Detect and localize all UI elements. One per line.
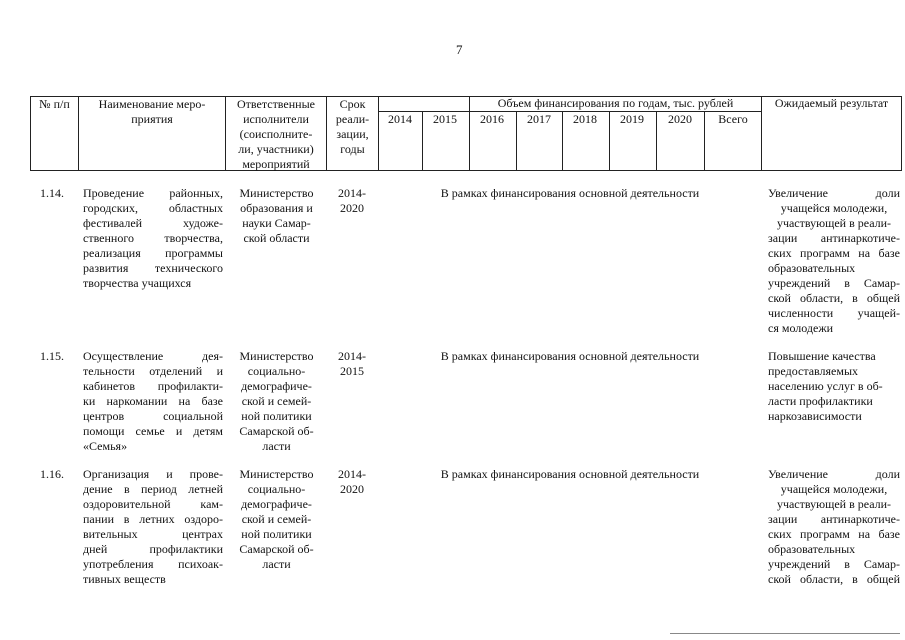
text-line: кабинетов профилакти- <box>83 379 223 393</box>
col-border <box>378 96 379 170</box>
text-line: численности учащей- <box>768 306 900 320</box>
text-line: учащейся молодежи, <box>780 201 888 215</box>
text-line: употребления психоак- <box>83 557 223 571</box>
header-year: 2017 <box>527 112 551 126</box>
text-line: ской области, в общей <box>768 572 900 586</box>
row-term: 2014- 2015 <box>338 349 366 378</box>
text-line: Увеличение доли <box>768 186 900 200</box>
text-line: ки наркомании на базе <box>83 394 223 408</box>
text-line: тельности отделений и <box>83 364 223 378</box>
row-executors: Министерство социально- демографиче- ской и семей- ной политики Самарской об- ласти <box>239 349 314 453</box>
col-border <box>901 96 902 170</box>
text-line: учреждений в Самар- <box>768 557 900 571</box>
text-line: ственного творчества, <box>83 231 223 245</box>
row-funding: В рамках финансирования основной деятельности <box>440 186 700 200</box>
header-term: Срок реали- зации, годы <box>335 97 370 156</box>
row-funding: В рамках финансирования основной деятельности <box>440 467 700 481</box>
text-line: Организация и прове- <box>83 467 223 481</box>
header-year: 2014 <box>388 112 412 126</box>
text-line: образовательных <box>768 542 856 556</box>
text-line: городских, областных <box>83 201 223 215</box>
text-line: Повышение качества <box>768 349 876 363</box>
header-name: Наименование меро- приятия <box>98 97 206 126</box>
row-number: 1.16. <box>40 467 64 481</box>
text-line: тивных веществ <box>83 572 166 586</box>
text-line: населению услуг в об- <box>768 379 883 393</box>
row-term: 2014- 2020 <box>338 467 366 496</box>
text-line: наркозависимости <box>768 409 862 423</box>
header-num: № п/п <box>39 97 70 111</box>
header-bottom-rule <box>30 170 902 171</box>
header-year: 2015 <box>433 112 457 126</box>
header-year: 2016 <box>480 112 504 126</box>
header-year-total: Всего <box>718 112 748 126</box>
row-activity-name <box>83 467 223 587</box>
header-year: 2018 <box>573 112 597 126</box>
text-line: Увеличение доли <box>768 467 900 481</box>
text-line: предоставляемых <box>768 364 859 378</box>
text-line: ласти профилактики <box>768 394 873 408</box>
text-line: дение в период летней <box>83 482 223 496</box>
header-result: Ожидаемый результат <box>774 96 889 110</box>
text-line: ских программ на базе <box>768 246 900 260</box>
text-line: помощи семье и детям <box>83 424 223 438</box>
row-executors: Министерство образования и науки Самар- ской области <box>239 186 314 245</box>
row-expected-result <box>768 186 900 336</box>
text-line: учащейся молодежи, <box>780 482 888 496</box>
header-executors: Ответственные исполнители (соисполните- ли, участники) мероприятий <box>237 97 315 171</box>
text-line: зации антинаркотиче- <box>768 512 900 526</box>
text-line: фестивалей художе- <box>83 216 223 230</box>
text-line: творчества учащихся <box>83 276 192 290</box>
row-number: 1.14. <box>40 186 64 200</box>
footer-rule <box>670 633 900 634</box>
row-number: 1.15. <box>40 349 64 363</box>
text-line: учреждений в Самар- <box>768 276 900 290</box>
text-line: образовательных <box>768 261 856 275</box>
text-line: оздоровительной кам- <box>83 497 223 511</box>
text-line: участвующей в реали- <box>776 497 892 511</box>
row-expected-result <box>768 467 900 587</box>
text-line: участвующей в реали- <box>776 216 892 230</box>
row-funding: В рамках финансирования основной деятельности <box>440 349 700 363</box>
text-line: вительных центрах <box>83 527 223 541</box>
text-line: Проведение районных, <box>83 186 223 200</box>
row-activity-name <box>83 186 223 291</box>
row-term: 2014- 2020 <box>338 186 366 215</box>
header-year: 2020 <box>668 112 692 126</box>
text-line: ских программ на базе <box>768 527 900 541</box>
row-activity-name <box>83 349 223 454</box>
text-line: Осуществление дея- <box>83 349 223 363</box>
header-funding-title: Объем финансирования по годам, тыс. рублей <box>497 96 734 110</box>
page-number: 7 <box>456 42 463 57</box>
text-line: дней профилактики <box>83 542 223 556</box>
text-line: реализация программы <box>83 246 223 260</box>
col-border <box>704 111 705 170</box>
text-line: развития технического <box>83 261 223 275</box>
text-line: центров социальной <box>83 409 223 423</box>
text-line: зации антинаркотиче- <box>768 231 900 245</box>
text-line: «Семья» <box>83 439 128 453</box>
header-year: 2019 <box>620 112 644 126</box>
text-line: пании в летних оздоро- <box>83 512 223 526</box>
row-executors: Министерство социально- демографиче- ской и семей- ной политики Самарской об- ласти <box>239 467 314 571</box>
text-line: ской области, в общей <box>768 291 900 305</box>
row-expected-result <box>768 349 900 424</box>
text-line: ся молодежи <box>768 321 834 335</box>
